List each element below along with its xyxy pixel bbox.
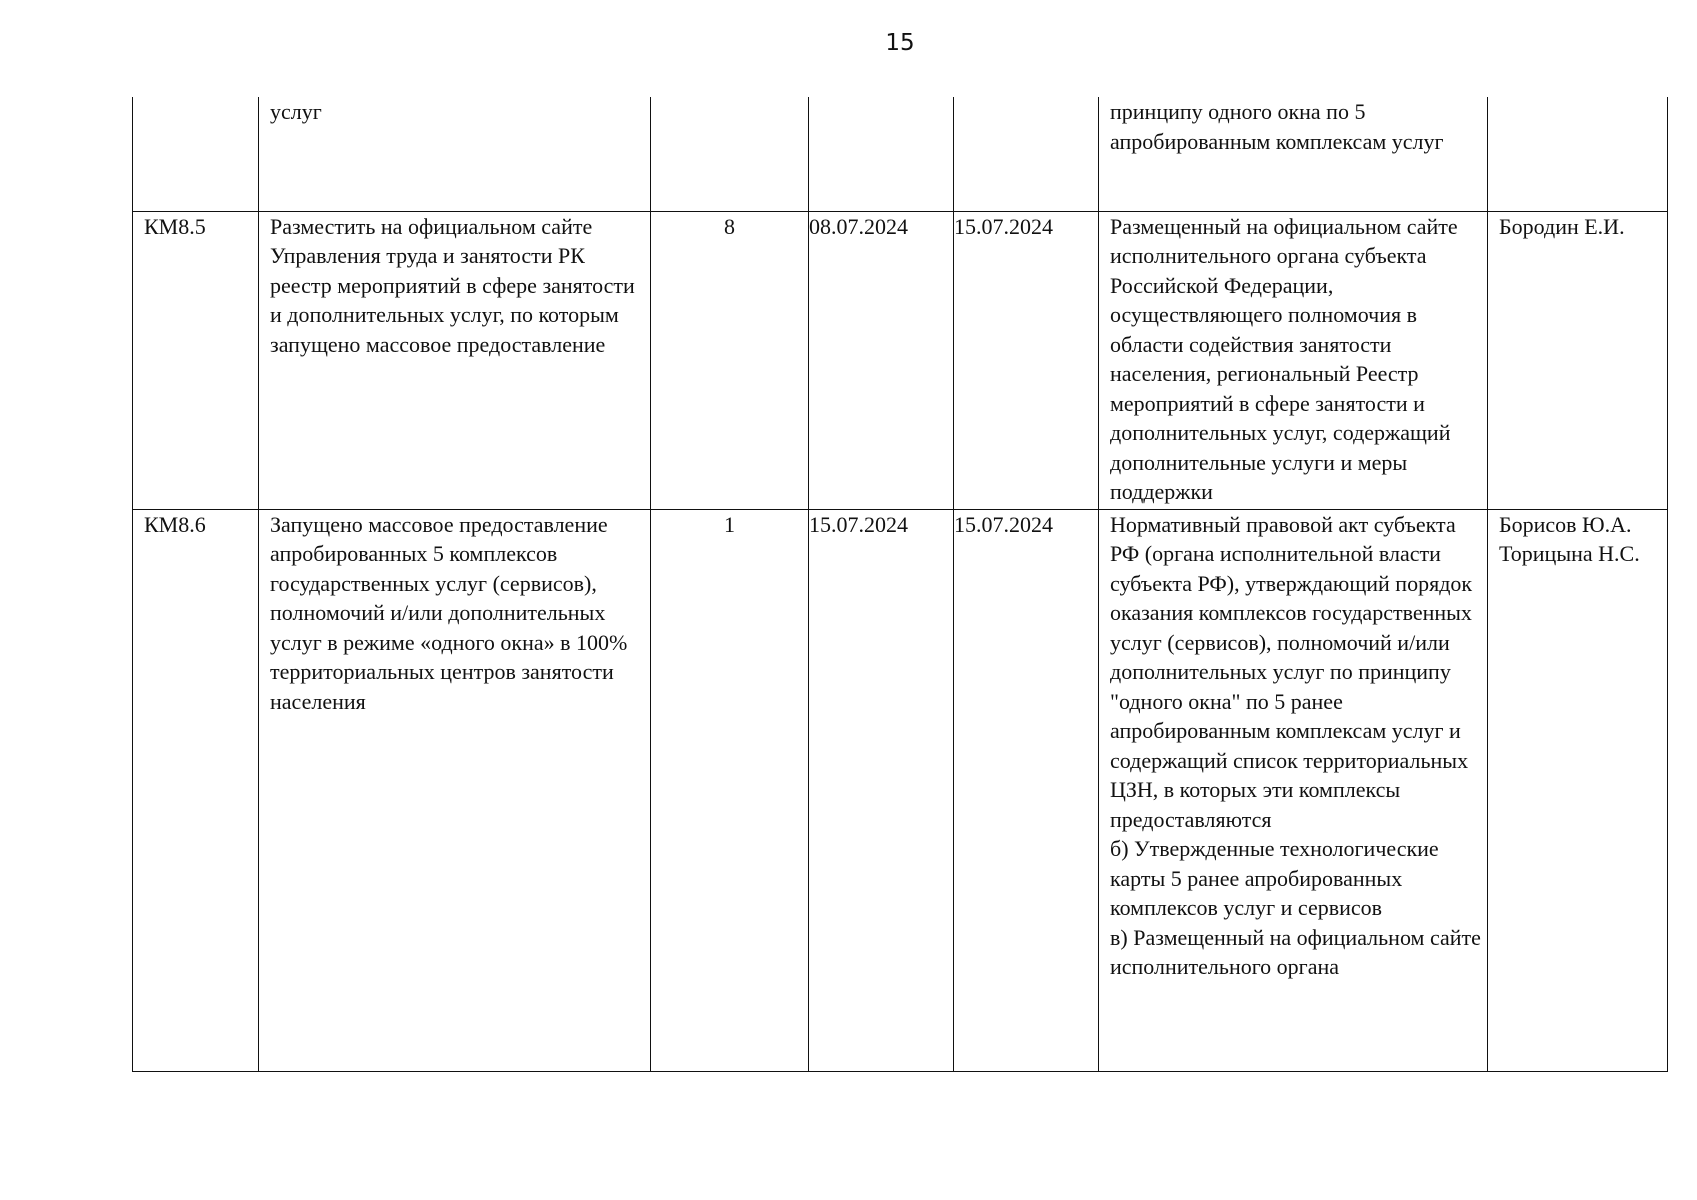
start-date-cell: [809, 97, 954, 211]
quantity-cell: 8: [651, 211, 809, 509]
quantity-cell: [651, 97, 809, 211]
result-paragraph: Нормативный правовой акт субъекта РФ (органа исполнительной власти субъекта РФ), утверждающий порядок оказания комплексов государственных услуг (сервисов), полномочий и/или дополнительных услуг по принципу "одного окна" по 5 ранее апробированным комплексам услуг и содержащий список территориальных ЦЗН, в которых эти комплексы предоставляются: [1110, 511, 1473, 832]
end-date-cell: [954, 97, 1099, 211]
code-cell: КМ8.6: [133, 509, 259, 1071]
result-paragraph: в) Размещенный на официальном сайте исполнительного органа: [1110, 924, 1481, 979]
start-date-cell: 15.07.2024: [809, 509, 954, 1071]
measures-table: [132, 97, 1668, 1072]
description-cell: услуг: [259, 97, 651, 211]
page-number: 15: [885, 30, 915, 56]
description-cell: Запущено массовое предоставление апробированных 5 комплексов государственных услуг (сервисов), полномочий и/или дополнительных услуг в режиме «одного окна» в 100% территориальных центров занятости населения: [259, 509, 651, 1071]
table-row: [133, 509, 1668, 1071]
table-row: [133, 97, 1668, 211]
start-date-cell: 08.07.2024: [809, 211, 954, 509]
responsible-cell: [1488, 211, 1668, 509]
quantity-cell: 1: [651, 509, 809, 1071]
code-cell: [133, 97, 259, 211]
result-cell: принципу одного окна по 5 апробированным комплексам услуг: [1099, 97, 1488, 211]
responsible-person: Борисов Ю.А.: [1499, 511, 1632, 537]
end-date-cell: 15.07.2024: [954, 211, 1099, 509]
result-cell: Размещенный на официальном сайте исполнительного органа субъекта Российской Федерации, осуществляющего полномочия в области содействия занятости населения, региональный Реестр мероприятий в сфере занятости и дополнительных услуг, содержащий дополнительные услуги и меры поддержки: [1099, 211, 1488, 509]
responsible-cell: [1488, 509, 1668, 1071]
description-cell: Разместить на официальном сайте Управления труда и занятости РК реестр мероприятий в сфере занятости и дополнительных услуг, по которым запущено массовое предоставление: [259, 211, 651, 509]
result-cell: [1099, 509, 1488, 1071]
responsible-person: Торицына Н.С.: [1499, 541, 1640, 566]
result-paragraph: б) Утвержденные технологические карты 5 ранее апробированных комплексов услуг и сервисов: [1110, 836, 1439, 920]
end-date-cell: 15.07.2024: [954, 509, 1099, 1071]
code-cell: КМ8.5: [133, 211, 259, 509]
responsible-cell: [1488, 97, 1668, 211]
table-row: [133, 211, 1668, 509]
responsible-person: Бородин Е.И.: [1499, 213, 1625, 239]
